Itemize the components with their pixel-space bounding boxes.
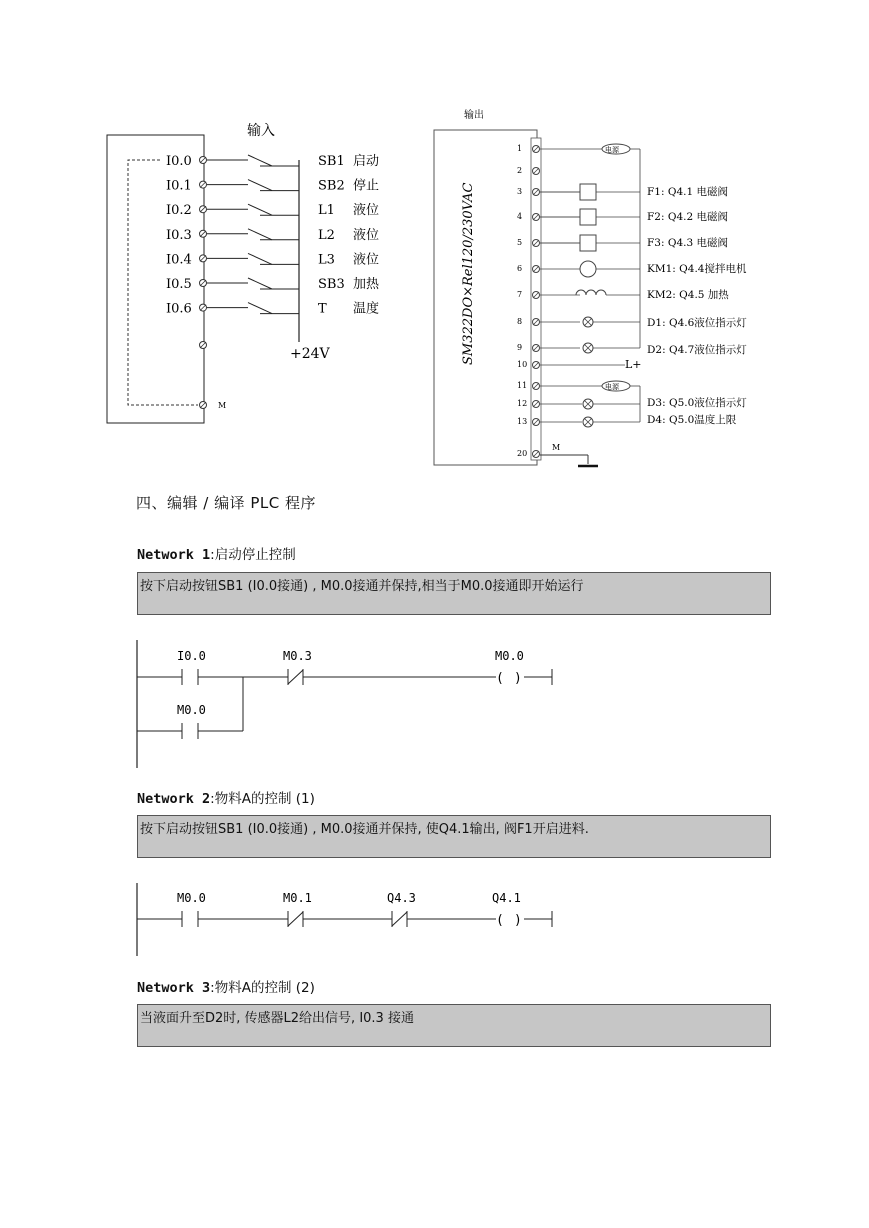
switch-contact xyxy=(248,253,272,264)
network-2-title xyxy=(137,787,315,807)
svg-text:(: ( xyxy=(496,671,504,686)
input-row xyxy=(166,276,380,292)
output-load-label: D1: Q4.6液位指示灯 xyxy=(647,317,747,329)
output-load-label: D3: Q5.0液位指示灯 xyxy=(647,397,747,409)
terminal-number: 3 xyxy=(517,187,523,196)
svg-text:(: ( xyxy=(496,913,504,928)
output-terminal xyxy=(517,417,540,426)
svg-text:): ) xyxy=(514,913,522,928)
output-load-label: F2: Q4.2 电磁阀 xyxy=(647,211,728,223)
terminal-number: 13 xyxy=(517,417,528,426)
input-description: 停止 xyxy=(353,178,380,194)
input-address: I0.0 xyxy=(166,154,192,169)
output-terminal xyxy=(517,381,540,390)
network-1-name: :启动停止控制 xyxy=(210,547,296,563)
input-row xyxy=(166,227,379,243)
network-3-title xyxy=(137,976,315,996)
output-m-label: M xyxy=(552,443,561,452)
output-terminal xyxy=(517,360,540,369)
network-2-prefix: Network 2 xyxy=(137,791,211,807)
input-diagram-title: 输入 xyxy=(247,123,275,139)
input-address: I0.6 xyxy=(166,301,192,317)
input-device: L2 xyxy=(318,227,335,243)
output-terminal xyxy=(517,399,540,408)
n1-branch-label: M0.0 xyxy=(177,703,206,717)
terminal-number: 12 xyxy=(517,399,528,408)
network-2-comment[interactable]: 按下启动按钮SB1 (I0.0接通) , M0.0接通并保持, 使Q4.1输出, 阀F1开启进料. xyxy=(137,815,771,858)
input-device: L1 xyxy=(318,203,335,219)
output-load-label: D4: Q5.0温度上限 xyxy=(647,414,737,426)
input-description: 液位 xyxy=(353,252,380,268)
output-terminal xyxy=(517,144,540,153)
network-1-ladder[interactable] xyxy=(130,640,570,770)
output-load-label: KM2: Q4.5 加热 xyxy=(647,289,729,301)
input-address: I0.3 xyxy=(166,227,192,243)
n2-coil-label: Q4.1 xyxy=(492,891,521,905)
terminal-number: 2 xyxy=(517,166,523,175)
output-terminal xyxy=(517,187,540,196)
network-1-title xyxy=(137,543,296,563)
terminal-number: 8 xyxy=(517,317,523,326)
network-1-comment[interactable]: 按下启动按钮SB1 (I0.0接通) , M0.0接通并保持,相当于M0.0接通即开始运行 xyxy=(137,572,771,615)
network-2-name: :物料A的控制 (1) xyxy=(210,791,315,807)
network-3-comment[interactable]: 当液面升至D2时, 传感器L2给出信号, I0.3 接通 xyxy=(137,1004,771,1047)
section-heading: 四、编辑 / 编译 PLC 程序 xyxy=(136,494,317,512)
terminal-number: 20 xyxy=(517,449,528,458)
input-device: SB3 xyxy=(318,277,345,292)
output-load-label: F3: Q4.3 电磁阀 xyxy=(647,237,728,249)
power-label: 电源 xyxy=(605,146,619,154)
terminal-number: 9 xyxy=(517,343,523,352)
output-terminal xyxy=(517,166,540,175)
terminal-number: 1 xyxy=(517,144,523,153)
input-device: SB1 xyxy=(318,154,345,169)
input-row xyxy=(166,251,379,267)
network-3-prefix: Network 3 xyxy=(137,980,211,996)
output-terminal xyxy=(517,317,540,326)
heater-coil-icon xyxy=(576,290,606,295)
input-description: 启动 xyxy=(353,154,380,169)
switch-contact xyxy=(248,303,272,314)
output-load-label: KM1: Q4.4搅拌电机 xyxy=(647,263,747,275)
output-terminal xyxy=(517,264,540,273)
module-label: SM322DO×Rel120/230VAC xyxy=(461,182,476,365)
solenoid-valve-icon xyxy=(580,235,596,251)
terminal-number: 7 xyxy=(517,290,523,299)
terminal-number: 11 xyxy=(517,381,528,390)
output-terminal xyxy=(517,449,540,458)
input-m-label: M xyxy=(218,401,227,410)
input-device: T xyxy=(318,301,327,317)
switch-contact xyxy=(248,229,272,240)
output-terminal xyxy=(517,238,540,247)
n2-contact-2-label: M0.1 xyxy=(283,891,312,905)
switch-contact xyxy=(248,204,272,215)
input-device: SB2 xyxy=(318,178,345,194)
input-description: 液位 xyxy=(353,203,380,219)
input-row xyxy=(166,202,379,218)
input-description: 加热 xyxy=(353,277,380,292)
output-diagram-title: 输出 xyxy=(464,110,484,121)
output-terminal xyxy=(517,212,540,221)
n2-contact-1-label: M0.0 xyxy=(177,891,206,905)
svg-text:): ) xyxy=(514,671,522,686)
input-row xyxy=(166,153,379,169)
network-1-prefix: Network 1 xyxy=(137,547,211,563)
terminal-number: 4 xyxy=(517,212,523,221)
solenoid-valve-icon xyxy=(580,184,596,200)
input-address: I0.2 xyxy=(166,203,192,219)
network-3-name: :物料A的控制 (2) xyxy=(210,980,315,996)
input-description: 液位 xyxy=(353,227,380,243)
power-label: 电源 xyxy=(605,383,619,391)
input-address: I0.5 xyxy=(166,277,192,292)
input-device: L3 xyxy=(318,252,335,268)
output-load-label: D2: Q4.7液位指示灯 xyxy=(647,344,747,356)
input-description: 温度 xyxy=(353,301,380,317)
input-row xyxy=(166,179,379,194)
output-wiring-diagram xyxy=(430,100,770,475)
n1-contact-1-label: I0.0 xyxy=(177,649,206,663)
n2-contact-3-label: Q4.3 xyxy=(387,891,416,905)
switch-contact xyxy=(248,155,272,166)
n1-coil-label: M0.0 xyxy=(495,649,524,663)
input-address: I0.1 xyxy=(166,178,192,194)
terminal-number: 10 xyxy=(517,360,528,369)
output-load-label: F1: Q4.1 电磁阀 xyxy=(647,186,728,198)
solenoid-valve-icon xyxy=(580,209,596,225)
input-address: I0.4 xyxy=(166,252,192,268)
input-wiring-diagram xyxy=(100,110,420,430)
switch-contact xyxy=(248,278,272,289)
terminal-number: 6 xyxy=(517,264,523,273)
terminal-number: 5 xyxy=(517,238,523,247)
output-terminal xyxy=(517,343,540,352)
input-row xyxy=(166,301,379,317)
motor-icon xyxy=(580,261,596,277)
n1-contact-2-label: M0.3 xyxy=(283,649,312,663)
supply-label: +24V xyxy=(290,346,330,362)
l-plus-label: L+ xyxy=(625,358,642,371)
switch-contact xyxy=(248,180,272,191)
output-terminal xyxy=(517,290,540,299)
network-2-ladder[interactable] xyxy=(130,883,570,958)
